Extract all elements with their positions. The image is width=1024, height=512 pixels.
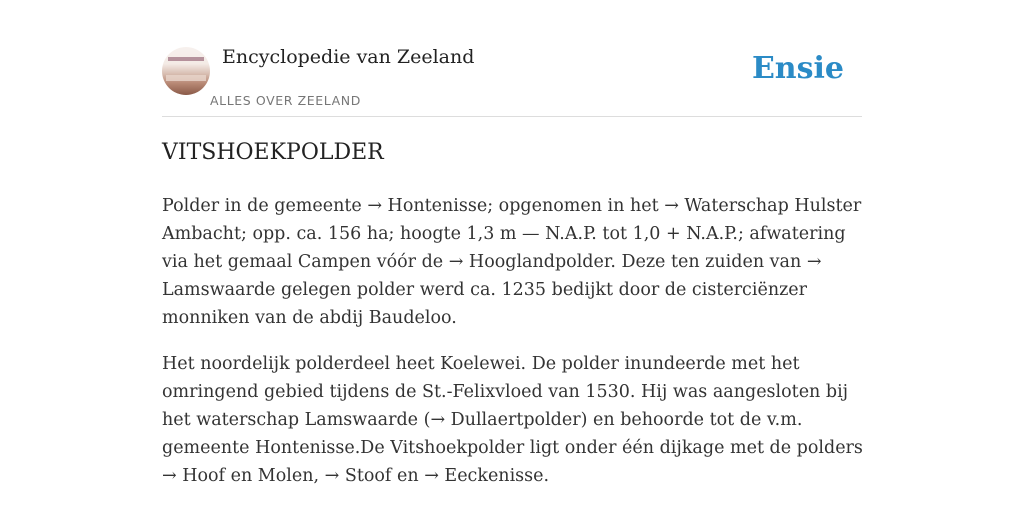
paragraph-text: . <box>543 466 550 486</box>
paragraph-text: ; opp. ca. 156 ha; hoogte 1,3 m — N.A.P. tot 1,0 + N.A.P.; afwatering via het gemaal Campen vóór de <box>162 224 846 272</box>
paragraph-text: ; opgenomen in het <box>487 196 665 216</box>
link-lamswaarde[interactable]: → Lamswaarde <box>162 252 822 300</box>
paragraph-text: gelegen polder werd ca. 1235 bedijkt door de cisterciënzer monniken van de abdij Baudeloo. <box>162 280 808 328</box>
article-title: VITSHOEKPOLDER <box>162 140 384 165</box>
site-header <box>162 44 862 117</box>
link-stoof-en[interactable]: → Stoof en <box>324 466 419 486</box>
article-paragraph <box>162 192 874 332</box>
link-hontenisse[interactable]: → Hontenisse <box>367 196 488 216</box>
paragraph-text: . Deze ten zuiden van <box>610 252 807 272</box>
ensie-brand-link[interactable]: Ensie <box>751 51 844 86</box>
site-title[interactable]: Encyclopedie van Zeeland <box>222 46 475 68</box>
link-waterschap-hulster-ambacht[interactable]: → Waterschap Hulster Ambacht <box>162 196 862 244</box>
link-hooglandpolder[interactable]: → Hooglandpolder <box>448 252 611 272</box>
paragraph-text: Het noordelijk polderdeel heet Koelewei. De polder inundeerde met het omringend gebied tijdens de St.-Felixvloed van 1530. Hij was aangesloten bij het waterschap Lamswaarde ( <box>162 354 849 430</box>
paragraph-text: Polder in de gemeente <box>162 196 368 216</box>
site-logo-avatar[interactable] <box>162 47 210 95</box>
article-paragraph <box>162 350 874 490</box>
link-hoof-en-molen[interactable]: → Hoof en Molen <box>162 466 314 486</box>
link-dullaertpolder[interactable]: → Dullaertpolder <box>430 410 581 430</box>
paragraph-text: ) en behoorde tot de v.m. gemeente Hontenisse.De Vitshoekpolder ligt onder één dijkage met de polders <box>162 410 863 458</box>
avatar-decoration <box>168 57 204 61</box>
avatar-decoration <box>166 75 206 81</box>
link-eeckenisse[interactable]: → Eeckenisse <box>424 466 544 486</box>
site-tagline: ALLES OVER ZEELAND <box>210 93 361 108</box>
paragraph-text: , <box>313 466 325 486</box>
article-body <box>162 192 874 508</box>
